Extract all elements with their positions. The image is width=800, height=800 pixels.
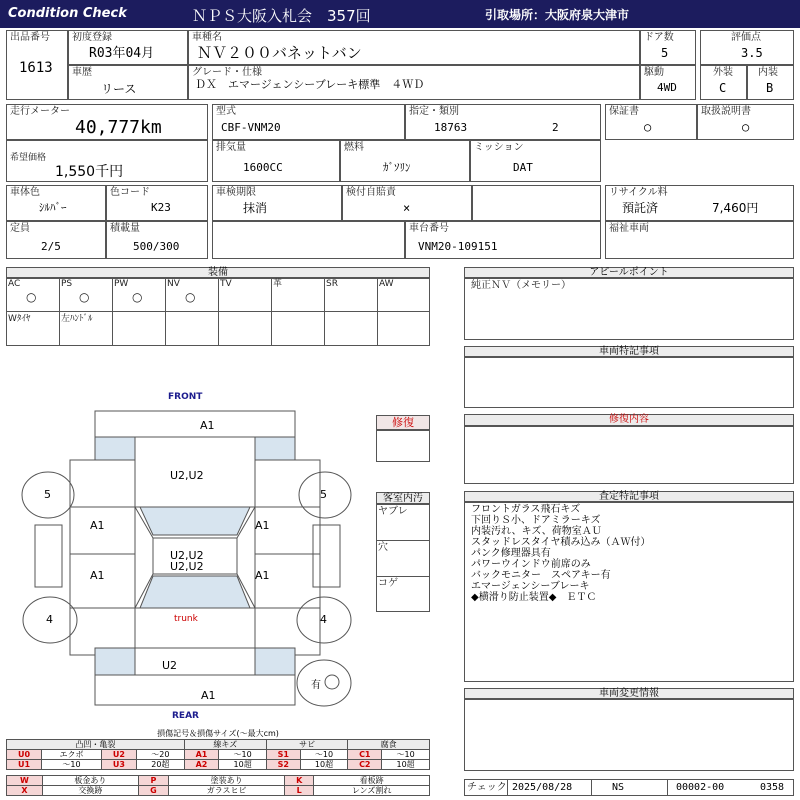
sheet-number: 0358 [760,782,785,793]
legend-code: A2 [184,760,219,770]
legend-code: X [7,786,43,796]
legend-table [6,739,430,770]
legend-desc: 〜10 [42,760,102,770]
inspection-notes-box [464,502,794,682]
rear-bumper-damage: A1 [201,689,216,702]
color-code-label: 色コード [110,187,150,198]
legend-desc: レンズ割れ [314,786,430,796]
right-mirror [313,525,340,587]
legend-code: W [7,776,43,786]
front-label: FRONT [168,392,203,402]
hood-damage: U2,U2 [170,469,204,482]
left-rear-door-damage: A1 [90,569,105,582]
color: ｼﾙﾊﾞｰ [39,201,67,214]
inspection-note-line: パワーウインドウ前席のみ [471,559,591,570]
repair-box [376,430,430,462]
tire-fl-depth: 5 [44,488,51,501]
code: 00002-00 [676,782,725,793]
car-name-cell [188,30,640,65]
doors-label: ドア数 [644,32,674,43]
chassis-number: VNM20-109151 [418,240,498,253]
recycle-label: リサイクル料 [609,187,668,198]
legend-code: U1 [7,760,42,770]
legend-code: C1 [348,750,382,760]
legend-code: P [138,776,168,786]
equipment-left-handle: 左ﾊﾝﾄﾞﾙ [61,314,93,324]
inspector: NS [612,782,625,793]
transmission: DAT [513,161,533,174]
legend-code: G [138,786,168,796]
equipment-pw-label: PW [114,279,129,289]
left-fender-panel [70,460,135,507]
price-label: 希望価格 [10,153,47,163]
grade: ＤＸ エマージェンシーブレーキ標準 ４ＷＤ [195,78,425,91]
legend-desc: 看板跡 [314,776,430,786]
grade-label: グレード・仕様 [192,67,262,78]
score-label: 評価点 [731,32,761,43]
right-front-door-damage: A1 [255,519,270,532]
roof-damage-2: U2,U2 [170,560,204,573]
inspection-note-line: フロントガラス飛石キズ [471,504,581,515]
warranty-label: 保証書 [609,106,639,117]
appeal-title: アピールポイント [464,267,794,278]
equipment-ps-mark: ○ [79,290,90,304]
inspection-note-line: バックモニター スペアキー有 [471,570,611,581]
color-label: 車体色 [10,187,40,198]
equipment-title: 装備 [6,267,430,278]
tire-rl-depth: 4 [46,613,53,626]
exterior: C [719,81,727,95]
legend-code: U0 [7,750,42,760]
lot-label: 出品番号 [10,32,50,43]
tire-rr-depth: 4 [320,613,327,626]
recycle-fee: 7,460円 [712,201,759,215]
capacity-label: 定員 [10,223,30,234]
capacity: 2/5 [41,240,61,253]
inspection: 抹消 [243,201,268,215]
legend-marks-table [6,775,430,796]
legend-code: U2 [101,750,136,760]
inspection-note-line: パンク修理器具有 [471,548,551,559]
mileage: 40,777km [75,117,162,138]
load: 500/300 [133,240,180,253]
legend-desc: 〜10 [300,750,348,760]
inspection-note-line: ◆横滑り防止装置◆ ＥＴＣ [471,592,597,603]
fuel-cell [340,140,470,182]
equipment-nv-mark: ○ [185,290,196,304]
legend-desc: 〜20 [136,750,184,760]
interior-label: 内装 [758,67,778,78]
interior-dirt-burn: コゲ [378,578,398,589]
equipment-pw-mark: ○ [132,290,143,304]
lot-cell [6,30,68,100]
transmission-cell [470,140,601,182]
legend-desc: ガラスヒビ [168,786,284,796]
legend-group-rust: サビ [266,740,347,750]
recycle-cell [605,185,794,221]
change-info-box [464,699,794,771]
rear-right-shade [255,648,295,675]
equipment-aw-label: AW [379,279,394,289]
legend-code: L [285,786,314,796]
doors-cell [640,30,696,65]
fuel-label: 燃料 [344,142,364,153]
warranty: ○ [644,120,652,134]
equipment-革-label: 革 [273,279,283,289]
legend-desc: 交換跡 [42,786,138,796]
rear-left-shade [95,648,135,675]
model-label: 型式 [216,106,236,117]
inspection-note-line: スタッドレスタイヤ積み込み（ＡＷ付） [471,537,651,548]
designation-label: 指定・類別 [409,106,459,117]
transmission-label: ミッション [474,142,524,153]
color-code-cell [106,185,208,221]
interior-dirt-title: 客室内汚 [376,492,430,504]
equipment-w-tire: Wﾀｲﾔ [8,314,31,324]
equipment-ac-label: AC [8,279,21,289]
history-label: 車歴 [72,67,92,78]
rear-label: REAR [172,711,199,721]
car-name-label: 車種名 [192,32,222,43]
left-mirror [35,525,62,587]
drive-label: 駆動 [644,67,664,78]
front-right-fender-shade [255,437,295,460]
left-front-door-damage: A1 [90,519,105,532]
repair-content-title: 修復内容 [464,414,794,426]
load-cell [106,221,208,259]
inspection-label: 車検期限 [216,187,256,198]
chassis-cell [405,221,601,259]
legend-desc: 塗装あり [168,776,284,786]
legend-code: U3 [101,760,136,770]
recycle-status: 預託済 [622,201,659,215]
liability-cell [342,185,472,221]
appeal-box [464,278,794,340]
category: 2 [552,121,559,134]
equipment-nv-label: NV [167,279,180,289]
legend-code: S2 [266,760,300,770]
legend-group-corrosion: 腐食 [348,740,430,750]
grade-cell [188,65,640,100]
special-notes-title: 車両特記事項 [464,346,794,357]
first-reg: R03年04月 [89,46,155,61]
repair-title: 修復 [376,415,430,430]
legend-desc: 〜10 [382,750,430,760]
legend-code: A1 [184,750,219,760]
legend-code: C2 [348,760,382,770]
liability-extra-cell [472,185,601,221]
displacement-cell [212,140,340,182]
roof-damage: U2,U2 [170,549,204,562]
inspection-note-line: エマージェンシーブレーキ [471,581,590,592]
tire-fr-depth: 5 [320,488,327,501]
inspection-note-line: 内装汚れ、キズ、荷物室ＡＵ [471,526,602,537]
capacity-cell [6,221,106,259]
front-bumper-damage: A1 [200,419,215,432]
equipment-tv-label: TV [220,279,232,289]
spare-inner-circle [325,675,339,689]
legend-code: K [285,776,314,786]
price: 1,550千円 [55,164,124,180]
model-cell [212,104,405,140]
price-cell [6,140,208,182]
displacement-label: 排気量 [216,142,246,153]
legend-group-dent: 凸凹・亀裂 [7,740,185,750]
legend-desc: 10超 [300,760,348,770]
inspection-notes-title: 査定特記事項 [464,491,794,502]
first-reg-label: 初度登録 [72,32,112,43]
welfare-label: 福祉車両 [609,223,649,234]
welfare-cell [605,221,794,259]
fuel: ｶﾞｿﾘﾝ [383,161,411,174]
designation-cell [405,104,601,140]
right-rear-door-damage: A1 [255,569,270,582]
front-left-fender-shade [95,437,135,460]
liability: × [403,201,411,215]
history: リース [101,82,137,96]
inspection-note-line: 下回りＳ小、ドアミラーキズ [471,515,601,526]
rear-gate-damage: U2 [162,659,178,672]
spare-tire [297,660,351,706]
interior-dirt-hole: 穴 [378,542,388,553]
equipment-ac-mark: ○ [26,290,37,304]
mileage-cell [6,104,208,140]
appeal-text: 純正ＮＶ（メモリー） [471,280,571,291]
page-title: Condition Check [8,6,127,21]
exterior-cell [700,65,747,100]
legend-desc: 〜10 [219,750,267,760]
displacement: 1600CC [243,161,283,174]
drive: 4WD [657,81,677,94]
legend-desc: 板金あり [42,776,138,786]
legend-title: 損傷記号＆損傷サイズ(〜最大cm) [157,729,279,738]
blank-cell [212,221,405,259]
windshield [140,507,250,535]
interior-dirt-box [376,504,430,612]
color-code: K23 [151,201,171,214]
check-date: 2025/08/28 [512,782,573,793]
load-label: 積載量 [110,223,140,234]
exterior-label: 外装 [713,67,733,78]
liability-label: 検付自賠責 [346,187,396,198]
designation: 18763 [434,121,468,134]
lot-number: 1613 [19,60,53,76]
drive-cell [640,65,696,100]
right-fender-panel [255,460,320,507]
interior-cell [747,65,794,100]
manual-cell [697,104,794,140]
rear-bumper-panel [95,675,295,705]
auction-name: ＮＰＳ大阪入札会 357回 [192,7,371,25]
repair-content-box [464,426,794,484]
model: CBF-VNM20 [221,121,281,134]
trunk-label: trunk [174,614,198,624]
car-name: ＮＶ２００バネットバン [197,44,362,62]
check-label: チェック [467,782,507,793]
special-notes-box [464,357,794,408]
legend-desc: 10超 [219,760,267,770]
legend-code: S1 [266,750,300,760]
legend-group-scratch: 線キズ [184,740,266,750]
score: 3.5 [741,46,763,60]
front-bumper-panel [95,411,295,437]
rear-window [140,576,250,608]
doors: 5 [661,46,669,60]
interior: B [766,81,774,95]
legend-desc: 10超 [382,760,430,770]
mileage-label: 走行メーター [10,106,70,117]
equipment-sr-label: SR [326,279,338,289]
equipment-ps-label: PS [61,279,73,289]
history-cell [68,65,188,100]
chassis-label: 車台番号 [409,223,449,234]
manual: ○ [742,120,750,134]
header-bar [0,0,800,28]
warranty-cell [605,104,697,140]
manual-label: 取扱説明書 [701,106,751,117]
legend-desc: 20超 [136,760,184,770]
change-info-title: 車両変更情報 [464,688,794,699]
interior-dirt-tear: ヤブレ [378,506,408,517]
spare-status: 有 [311,680,321,691]
inspection-cell [212,185,342,221]
legend-desc: エクボ [42,750,102,760]
pickup-location: 引取場所：大阪府泉大津市 [485,8,630,22]
color-cell [6,185,106,221]
first-reg-cell [68,30,188,65]
score-cell [700,30,794,65]
